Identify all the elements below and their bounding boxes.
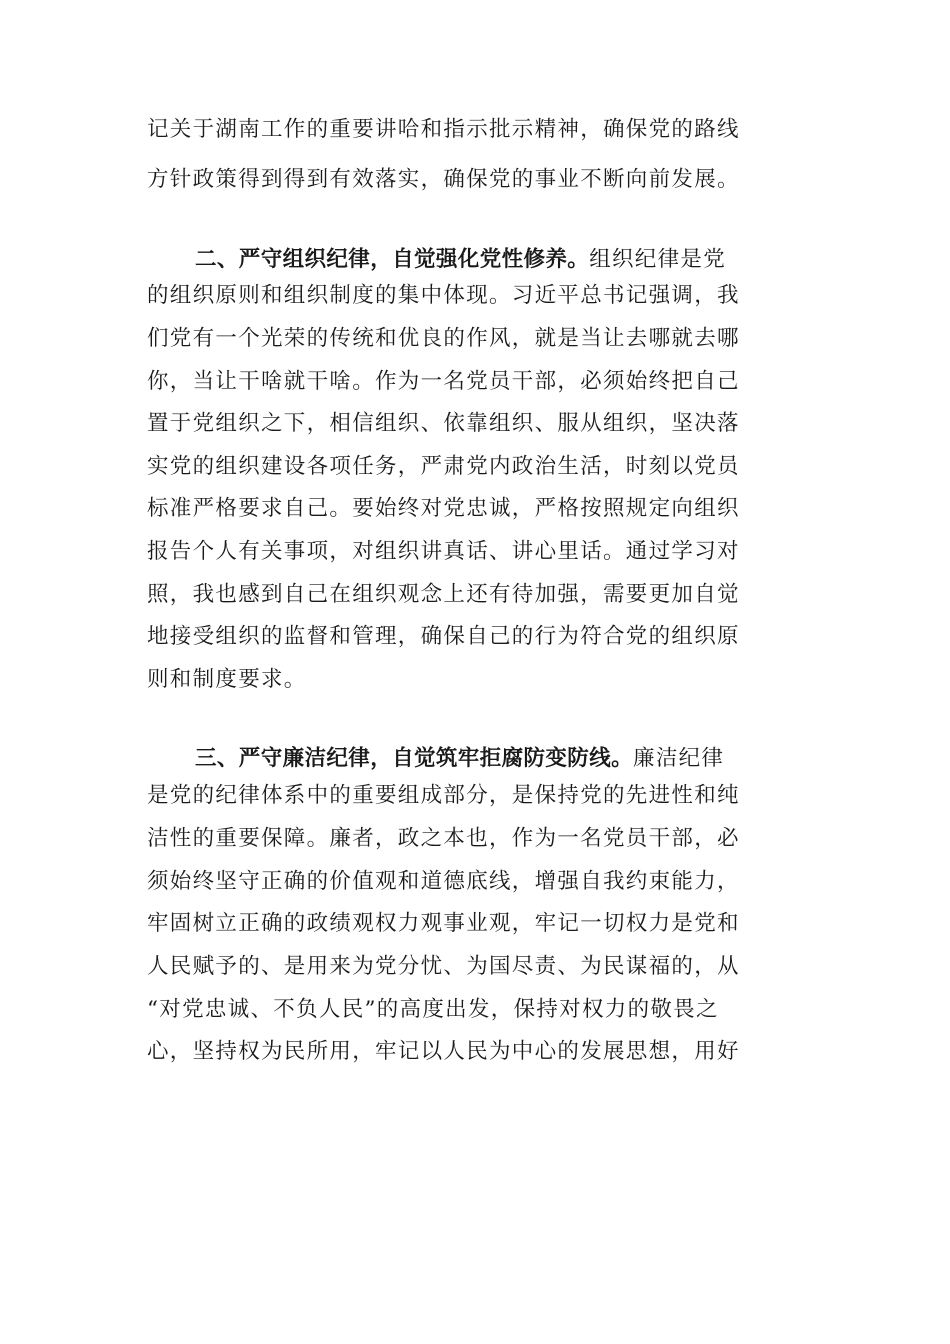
- body-text: 廉洁纪律: [633, 746, 725, 771]
- text-line: 的组织原则和组织制度的集中体现。习近平总书记强调，我: [147, 283, 740, 308]
- paragraph-first-line: [195, 744, 835, 774]
- body-text: 组织纪律是党: [589, 247, 727, 272]
- text-line: 则和制度要求。: [147, 667, 307, 692]
- text-line: “对党忠诚、不负人民”的高度出发，保持对权力的敬畏之: [147, 997, 719, 1022]
- text-line: 照，我也感到自己在组织观念上还有待加强，需要更加自觉: [147, 582, 740, 607]
- text-line: 洁性的重要保障。廉者，政之本也，作为一名党员干部，必: [147, 826, 740, 851]
- text-line: 报告个人有关事项，对组织讲真话、讲心里话。通过学习对: [147, 539, 740, 564]
- section-heading: 二、严守组织纪律，自觉强化党性修养。: [195, 247, 590, 272]
- paragraph-first-line: [195, 245, 835, 275]
- text-line: 你，当让干啥就干啥。作为一名党员干部，必须始终把自己: [147, 369, 740, 394]
- text-line: 们党有一个光荣的传统和优良的作风，就是当让去哪就去哪: [147, 326, 740, 351]
- text-line: 人民赋予的、是用来为党分忧、为国尽责、为民谋福的，从: [147, 954, 740, 979]
- text-line: 方针政策得到得到有效落实，确保党的事业不断向前发展。: [147, 167, 740, 192]
- text-line: 须始终坚守正确的价值观和道德底线，增强自我约束能力，: [147, 869, 740, 894]
- text-line: 实党的组织建设各项任务，严肃党内政治生活，时刻以党员: [147, 454, 740, 479]
- text-line: 置于党组织之下，相信组织、依靠组织、服从组织，坚决落: [147, 411, 740, 436]
- text-line: 心，坚持权为民所用，牢记以人民为中心的发展思想，用好: [147, 1039, 740, 1064]
- text-line: 是党的纪律体系中的重要组成部分，是保持党的先进性和纯: [147, 783, 740, 808]
- text-line: 标准严格要求自己。要始终对党忠诚，严格按照规定向组织: [147, 496, 740, 521]
- text-line: 地接受组织的监督和管理，确保自己的行为符合党的组织原: [147, 624, 740, 649]
- section-heading: 三、严守廉洁纪律，自觉筑牢拒腐防变防线。: [195, 746, 634, 771]
- text-line: 记关于湖南工作的重要讲哈和指示批示精神，确保党的路线: [147, 117, 740, 142]
- text-line: 牢固树立正确的政绩观权力观事业观，牢记一切权力是党和: [147, 911, 740, 936]
